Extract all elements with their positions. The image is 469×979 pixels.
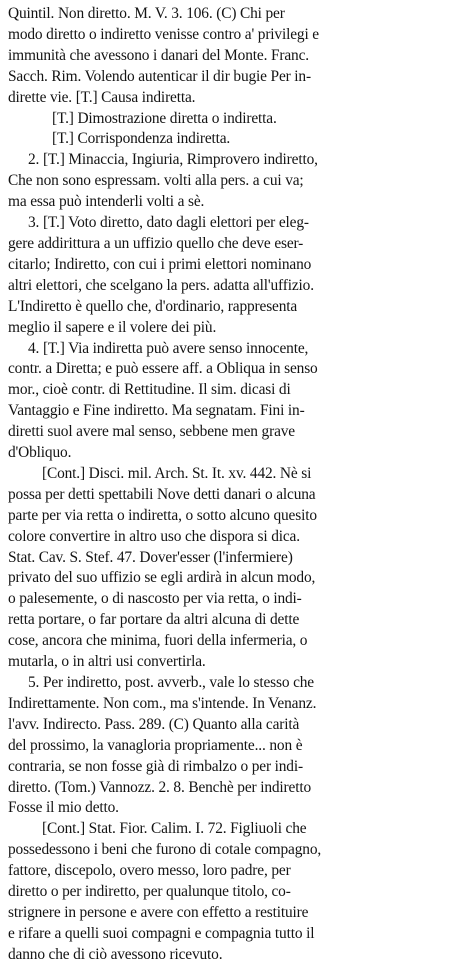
sense-heading-5: 5. Per indiretto, post. avverb., vale lo stesso che	[28, 674, 314, 691]
text-line: citarlo; Indiretto, con cui i primi elettori nominano	[8, 255, 312, 273]
text-line: L'Indiretto è quello che, d'ordinario, rappresenta	[8, 297, 298, 315]
text-line: cose, ancora che minima, fuori della infermeria, o	[8, 632, 308, 650]
text-line: colore convertire in altro uso che dispora si dica.	[8, 527, 300, 545]
text-line: danno che di ciò avessono ricevuto.	[8, 945, 223, 963]
text-line: altri elettori, che scelgano la pers. adatta all'uffizio.	[8, 276, 314, 294]
text-line: privato del suo uffizio se egli ardirà in alcun modo,	[8, 569, 316, 587]
text-line: Che non sono espressam. volti alla pers. a cui va;	[8, 172, 304, 190]
text-line: e rifare a quelli suoi compagni e compagnia tutto il	[8, 924, 315, 942]
text-line: fattore, discepolo, overo messo, loro padre, per	[8, 862, 291, 880]
text-line: meglio il sapere e il volere dei più.	[8, 318, 217, 336]
text-line: d'Obliquo.	[8, 444, 72, 462]
text-line: contraria, se non fosse già di rimbalzo o per indi-	[8, 757, 303, 775]
text-line: [T.] Corrispondenza indiretta.	[52, 130, 231, 148]
text-line: immunità che avessono i danari del Monte. Franc.	[8, 46, 309, 64]
text-line: Fosse il mio detto.	[8, 799, 119, 817]
text-line: retta portare, o far portare da altri alcuna di dette	[8, 611, 300, 629]
text-line: Stat. Cav. S. Stef. 47. Dover'esser (l'infermiere)	[8, 548, 293, 566]
text-line: l'avv. Indirecto. Pass. 289. (C) Quanto alla carità	[8, 715, 300, 733]
text-line: contr. a Diretta; e può essere aff. a Obliqua in senso	[8, 360, 318, 378]
citation-line: [Cont.] Stat. Fior. Calim. I. 72. Figliuoli che	[42, 820, 307, 838]
text-line: o palesemente, o di nascosto per via retta, o indi-	[8, 590, 302, 608]
sense-heading-3: 3. [T.] Voto diretto, dato dagli elettori per eleg-	[28, 214, 309, 232]
text-line: modo diretto o indiretto venisse contro a' privilegi e	[8, 25, 319, 43]
text-line: del prossimo, la vanagloria propriamente... non è	[8, 736, 303, 754]
text-line: mor., cioè contr. di Rettitudine. Il sim. dicasi di	[8, 381, 291, 399]
text-line: mutarla, o in altri usi convertirla.	[8, 653, 206, 671]
text-line: diretto o per indiretto, per qualunque titolo, co-	[8, 883, 291, 901]
citation-line: [Cont.] Disci. mil. Arch. St. It. xv. 442. Nè si	[42, 464, 312, 482]
text-line: possedessono i beni che furono di cotale compagno,	[8, 841, 322, 859]
sense-heading-2: 2. [T.] Minaccia, Ingiuria, Rimprovero indiretto,	[28, 151, 318, 169]
text-line: possa per detti spettabili Nove detti danari o alcuna	[8, 485, 316, 503]
text-line: diretto. (Tom.) Vannozz. 2. 8. Benchè per indiretto	[8, 778, 311, 796]
text-line: Indirettamente. Non com., ma s'intende. In Venanz.	[8, 694, 317, 712]
text-line: Vantaggio e Fine indiretto. Ma segnatam. Fini in-	[8, 402, 305, 420]
text-line: diretti suol avere mal senso, sebbene men grave	[8, 423, 295, 441]
sense-heading-4: 4. [T.] Via indiretta può avere senso innocente,	[28, 339, 309, 357]
text-line: dirette vie. [T.] Causa indiretta.	[8, 88, 196, 106]
text-line: [T.] Dimostrazione diretta o indiretta.	[52, 109, 277, 127]
text-line: Sacch. Rim. Volendo autenticar il dir bugie Per in-	[8, 67, 311, 85]
text-line: gere addirittura a un uffizio quello che deve eser-	[8, 234, 304, 252]
text-line: strignere in persone e avere con effetto a restituire	[8, 903, 309, 921]
text-line: ma essa può intenderli volti a sè.	[8, 193, 205, 211]
text-line: Quintil. Non diretto. M. V. 3. 106. (C) Chi per	[8, 5, 285, 22]
text-line: parte per via retta o indiretta, o sotto alcuno quesito	[8, 506, 317, 524]
